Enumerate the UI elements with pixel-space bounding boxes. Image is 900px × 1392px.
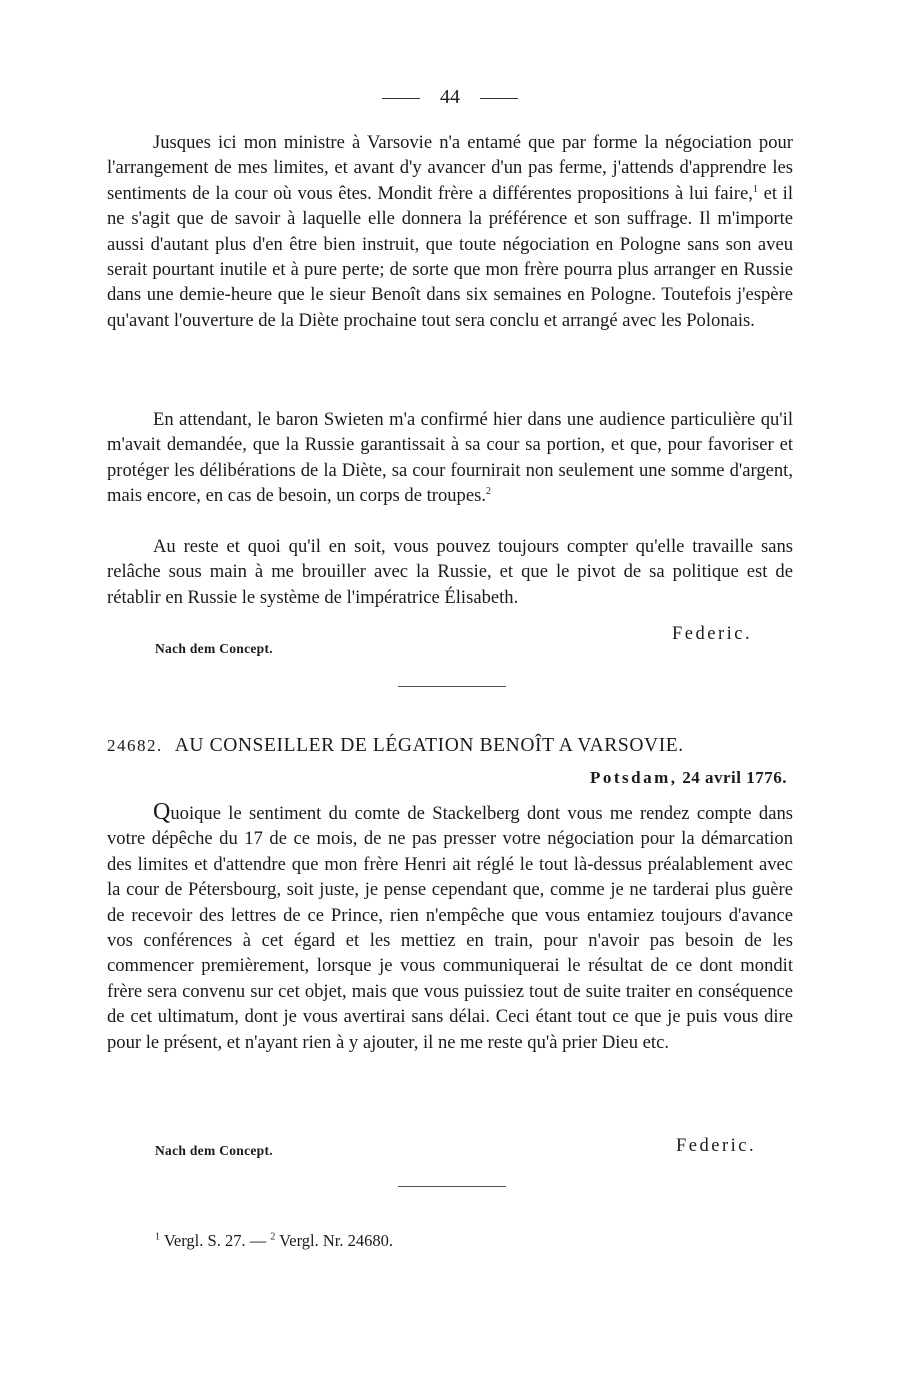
footnote-mark-1: 1 bbox=[155, 1231, 160, 1243]
signature: Federic. bbox=[676, 1136, 757, 1156]
footnote-1: Vergl. S. 27. — bbox=[163, 1231, 267, 1250]
signature-prev: Federic. bbox=[672, 624, 753, 644]
footnote-mark-2: 2 bbox=[270, 1231, 276, 1243]
page-number-dash-left bbox=[382, 98, 420, 99]
letter-body bbox=[107, 800, 793, 1055]
letter-number: 24682. bbox=[107, 736, 163, 755]
footnotes bbox=[155, 1231, 393, 1251]
letter-place: Potsdam, bbox=[589, 768, 678, 787]
separator-rule-1 bbox=[398, 686, 506, 687]
page-number-line bbox=[0, 86, 900, 109]
paragraph-3: Au reste et quoi qu'il en soit, vous pouvez toujours compter qu'elle travaille sans relâche sous main à me brouiller avec la Russie, et que le pivot de sa politique est de rétablir en Russie le système de l'impératrice Élisabeth. bbox=[107, 536, 793, 608]
separator-rule-2 bbox=[398, 1186, 506, 1187]
footnote-ref-2: 2 bbox=[485, 486, 491, 498]
footnote-2: Vergl. Nr. 24680. bbox=[279, 1231, 393, 1250]
letter-body-text: uoique le sentiment du comte de Stackelberg dont vous me rendez compte dans votre dépêche du 17 de ce mois, de ne pas presser votre négociation pour la démarcation des limites et d'attendre que mon frère Henri ait réglé le tout là-dessus préalablement avec la cour de Pétersbourg, soit juste, je pense cependant que, comme je ne tarderai plus guère de recevoir des lettres de ce Prince, rien n'empêche que vous entamiez toujours d'avance vos conférences à cet égard et les mettiez en train, pour n'avoir pas besoin de les commencer premièrement, lorsque je vous communiquerai le résultat de ce dont mondit frère sera convenu sur cet objet, mais que vous puissiez tout de suite traiter en conséquence de cet ultimatum, dont je vous avertirai sans délai. Ceci étant tout ce que je puis vous dire pour le présent, et n'ayant rien à y ajouter, il ne me reste qu'à prier Dieu etc. bbox=[107, 803, 793, 1053]
letter-title: AU CONSEILLER DE LÉGATION BENOÎT A VARSOVIE. bbox=[174, 735, 684, 756]
letter-date: 24 avril 1776. bbox=[682, 768, 787, 787]
page-number-dash-right bbox=[480, 98, 518, 99]
paragraph-2-text: En attendant, le baron Swieten m'a confirmé hier dans une audience particulière qu'il m'avait demandée, que la Russie garantissait à sa cour sa portion, et que, pour favoriser et protéger les délibérations de la Diète, sa cour fournirait non seulement une somme d'argent, mais encore, en cas de besoin, un corps de troupes. bbox=[107, 409, 793, 507]
paragraph-1-text: Jusques ici mon ministre à Varsovie n'a entamé que par forme la négociation pour l'arrangement de mes limites, et avant d'y avancer d'un pas ferme, j'attends d'apprendre les sentiments de la cour où vous êtes. Mondit frère a différentes propositions à lui faire, bbox=[107, 132, 793, 204]
paragraph-1 bbox=[107, 130, 793, 333]
source-note: Nach dem Concept. bbox=[155, 1143, 273, 1158]
source-note-prev: Nach dem Concept. bbox=[155, 641, 273, 656]
letter-dropcap: Q bbox=[153, 799, 171, 825]
page-number: 44 bbox=[440, 86, 460, 108]
paragraph-2 bbox=[107, 407, 793, 509]
letter-dateline bbox=[590, 768, 787, 788]
footnote-ref-1: 1 bbox=[752, 183, 758, 195]
paragraph-1-text-cont: et il ne s'agit que de savoir à laquelle elle donnera la préférence et son suffrage. Il m'importe aussi d'autant plus d'en être bien instruit, que toute négociation en Pologne sans son aveu serait pourtant inutile et à pure perte; de sorte que mon frère pourra plus arranger en Russie dans une demie-heure que le sieur Benoît dans six semaines en Pologne. Toutefois j'espère qu'avant l'ouverture de la Diète prochaine tout sera conclu et arrangé avec les Polonais. bbox=[107, 182, 793, 331]
letter-heading bbox=[107, 735, 797, 757]
